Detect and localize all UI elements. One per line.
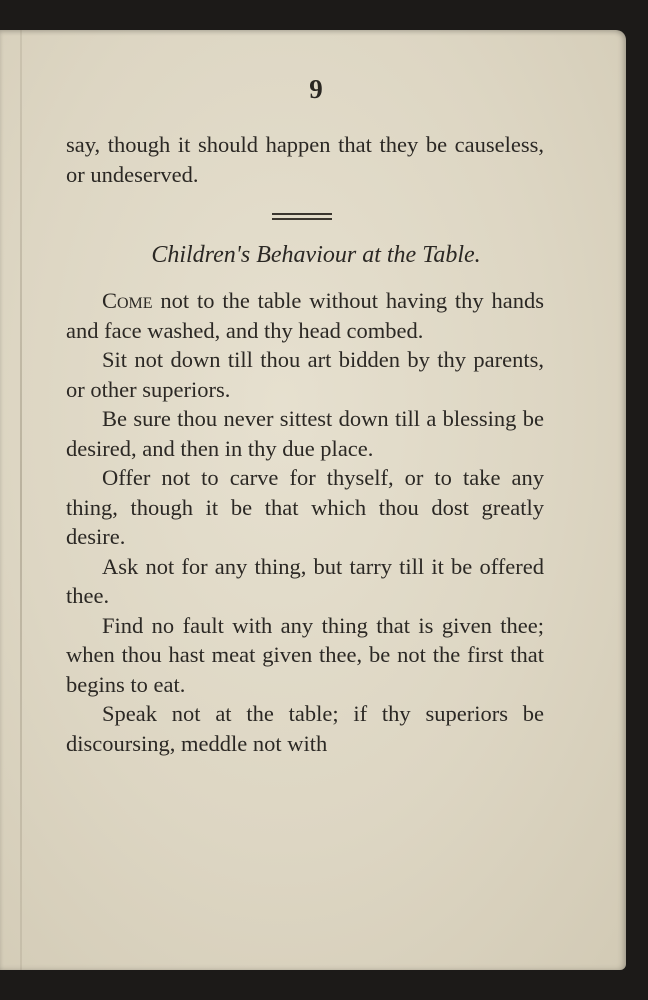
- paragraph-6: Find no fault with any thing that is given thee; when thou hast meat given thee, be not the first that begins to eat.: [66, 612, 544, 697]
- section-heading: Children's Behaviour at the Table.: [151, 242, 481, 268]
- paragraph-3: Be sure thou never sittest down till a blessing be desired, and then in thy due place.: [66, 406, 544, 461]
- continuation-paragraph: say, though it should happen that they be causeless, or undeserved.: [66, 132, 544, 187]
- lead-word: Come: [102, 288, 153, 313]
- book-page: [0, 30, 626, 970]
- paragraph-1: [66, 286, 544, 345]
- section-divider: [272, 213, 332, 220]
- paragraph-4: Offer not to carve for thyself, or to take any thing, though it be that which thou dost greatly desire.: [66, 465, 544, 549]
- section-body: [66, 286, 544, 758]
- paragraph-7: Speak not at the table; if thy superiors be discoursing, meddle not with: [66, 701, 544, 756]
- continuation-text: [66, 130, 544, 189]
- paragraph-1-rest: not to the table without having thy hands and face washed, and thy head combed.: [66, 288, 544, 343]
- paragraph-2: Sit not down till thou art bidden by thy parents, or other superiors.: [66, 347, 544, 402]
- page-gutter: [20, 30, 22, 970]
- page-number: 9: [309, 74, 323, 104]
- paragraph-5: Ask not for any thing, but tarry till it be offered thee.: [66, 553, 544, 608]
